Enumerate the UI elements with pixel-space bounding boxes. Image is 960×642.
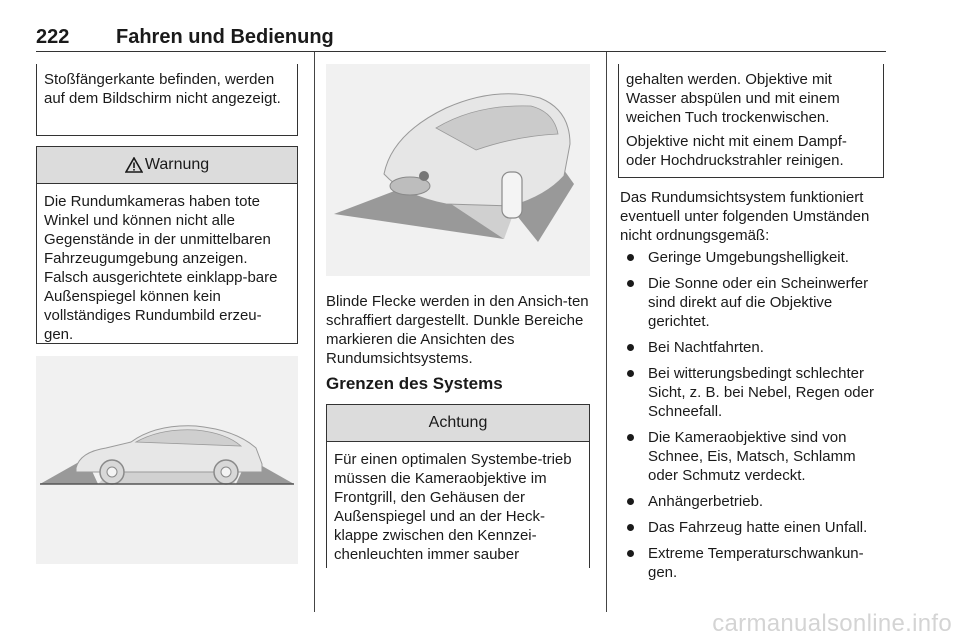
page-title: Fahren und Bedienung (116, 26, 334, 48)
continued-notice-text-1: gehalten werden. Objektive mit Wasser abspülen und mit einem weichen Tuch trockenwischen. (626, 71, 840, 126)
continued-box (36, 64, 298, 136)
continued-notice-box (618, 64, 884, 178)
page-header (36, 26, 886, 52)
warning-title-bar (37, 147, 297, 184)
column-divider-2 (606, 52, 607, 612)
limitations-list (620, 248, 886, 589)
list-item: Bei witterungsbedingt schlechter Sicht, z. B. bei Nebel, Regen oder Schneefall. (620, 364, 886, 421)
intro-paragraph: Das Rundumsichtsystem funktioniert eventuell unter folgenden Umständen nicht ordnungsgemäß: (620, 189, 870, 244)
list-item: Geringe Umgebungshelligkeit. (620, 248, 886, 267)
warning-body: Die Rundumkameras haben tote Winkel und können nicht alle Gegenstände in der unmittelbaren Fahrzeugumgebung anzeigen. Falsch ausgerichtete einklapp-bare Außenspiegel können kein vollständiges Rundumbild erzeu-gen. (44, 193, 278, 343)
figure-caption: Blinde Flecke werden in den Ansich-ten schraffiert dargestellt. Dunkle Bereiche markieren die Ansichten des Rundumsichtsystems. (326, 293, 589, 367)
continued-notice-text-2: Objektive nicht mit einem Dampf- oder Hochdruckstrahler reinigen. (626, 133, 847, 169)
list-item: Anhängerbetrieb. (620, 492, 886, 511)
list-item: Extreme Temperaturschwankun-gen. (620, 544, 886, 582)
continued-box-text: Stoßfängerkante befinden, werden auf dem Bildschirm nicht angezeigt. (44, 71, 281, 107)
warning-triangle-icon (125, 157, 143, 173)
list-item: Die Kameraobjektive sind von Schnee, Eis, Matsch, Schlamm oder Schmutz verdeckt. (620, 428, 886, 485)
notice-box (326, 404, 590, 568)
page-number: 222 (36, 26, 70, 48)
list-item: Die Sonne oder ein Scheinwerfer sind direkt auf die Objektive gerichtet. (620, 274, 886, 331)
car-side-illustration (36, 356, 298, 564)
watermark: carmanualsonline.info (712, 610, 952, 637)
section-heading: Grenzen des Systems (326, 374, 503, 393)
list-item: Bei Nachtfahrten. (620, 338, 886, 357)
list-item: Das Fahrzeug hatte einen Unfall. (620, 518, 886, 537)
column-divider-1 (314, 52, 315, 612)
notice-body: Für einen optimalen Systembe-trieb müssen die Kameraobjektive im Frontgrill, den Gehäusen der Außenspiegel und an der Heck-klappe zwischen den Kennzei-chenleuchten immer sauber (334, 451, 572, 563)
car-top-view-illustration (326, 64, 590, 276)
warning-box (36, 146, 298, 344)
warning-title: Warnung (144, 156, 210, 173)
notice-title: Achtung (327, 405, 589, 442)
